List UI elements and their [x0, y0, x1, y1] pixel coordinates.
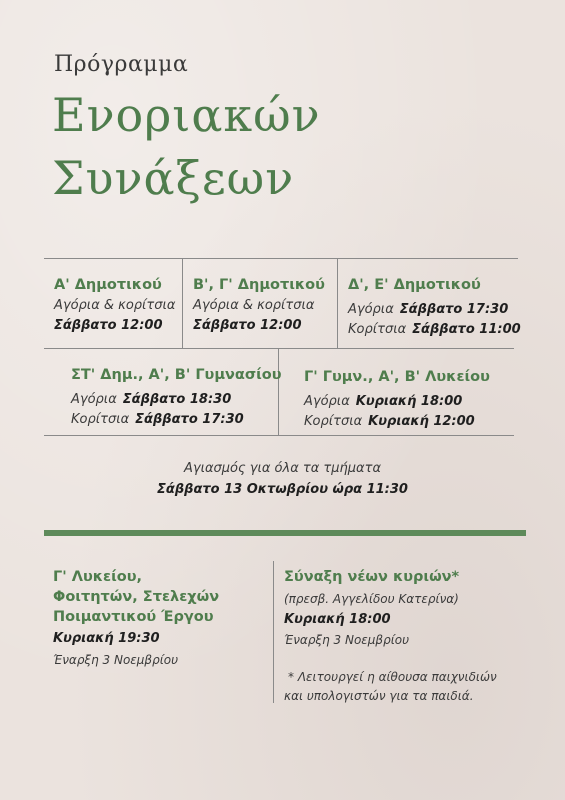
- girls-label: Κορίτσια: [304, 414, 363, 429]
- group-boys-row: [71, 388, 231, 407]
- blessing-date: Σάββατο 13 Οκτωβρίου ώρα 11:30: [157, 482, 408, 497]
- lower-right-note: (πρεσβ. Αγγελίδου Κατερίνα): [284, 592, 459, 606]
- group-girls-row: [304, 410, 475, 429]
- group-title: Γ' Γυμν., Α', Β' Λυκείου: [304, 369, 490, 385]
- group-who: Αγόρια & κορίτσια: [193, 298, 315, 313]
- lower-left-start: Έναρξη 3 Νοεμβρίου: [53, 653, 179, 667]
- lower-left-title-1: Γ' Λυκείου,: [53, 569, 143, 585]
- lower-right-title: Σύναξη νέων κυριών*: [284, 569, 460, 585]
- lower-right-footnote-1: * Λειτουργεί η αίθουσα παιχνιδιών: [288, 670, 497, 684]
- section-divider: [44, 530, 526, 536]
- boys-time: Κυριακή 18:00: [355, 394, 463, 409]
- group-girls-row: [348, 318, 521, 337]
- boys-time: Σάββατο 18:30: [122, 392, 232, 407]
- group-title: Β', Γ' Δημοτικού: [193, 277, 325, 293]
- page-title-line1: Ενοριακών: [52, 88, 321, 142]
- grid-divider-1: [182, 258, 183, 348]
- lower-right-time: Κυριακή 18:00: [284, 612, 391, 627]
- grid-divider-3: [278, 348, 279, 435]
- grid-divider-2: [337, 258, 338, 348]
- lower-right-start: Έναρξη 3 Νοεμβρίου: [284, 633, 410, 647]
- grid-top-line: [44, 258, 518, 259]
- page-subtitle: Πρόγραμμα: [54, 52, 189, 77]
- group-title: Δ', Ε' Δημοτικού: [348, 277, 481, 293]
- lower-left-time: Κυριακή 19:30: [53, 631, 160, 646]
- girls-label: Κορίτσια: [71, 412, 130, 427]
- grid-middle-line: [44, 348, 514, 349]
- boys-time: Σάββατο 17:30: [399, 302, 509, 317]
- lower-divider: [273, 561, 274, 703]
- lower-left-title-3: Ποιμαντικού Έργου: [53, 609, 214, 625]
- group-time: Σάββατο 12:00: [193, 318, 302, 333]
- girls-time: Κυριακή 12:00: [368, 414, 475, 429]
- group-title: Α' Δημοτικού: [54, 277, 162, 293]
- grid-bottom-line: [44, 435, 514, 436]
- page-title-line2: Συνάξεων: [52, 151, 295, 205]
- group-girls-row: [71, 408, 244, 427]
- lower-right-footnote-2: και υπολογιστών για τα παιδιά.: [284, 689, 474, 703]
- blessing-text: Αγιασμός για όλα τα τμήματα: [183, 461, 382, 476]
- group-time: Σάββατο 12:00: [54, 318, 163, 333]
- lower-left-title-2: Φοιτητών, Στελεχών: [53, 589, 220, 605]
- girls-label: Κορίτσια: [348, 322, 407, 337]
- group-boys-row: [304, 390, 462, 409]
- boys-label: Αγόρια: [348, 302, 394, 317]
- girls-time: Σάββατο 11:00: [412, 322, 521, 337]
- boys-label: Αγόρια: [304, 394, 350, 409]
- group-title: ΣΤ' Δημ., Α', Β' Γυμνασίου: [71, 367, 282, 383]
- group-who: Αγόρια & κορίτσια: [54, 298, 176, 313]
- group-boys-row: [348, 298, 508, 317]
- boys-label: Αγόρια: [71, 392, 117, 407]
- girls-time: Σάββατο 17:30: [135, 412, 244, 427]
